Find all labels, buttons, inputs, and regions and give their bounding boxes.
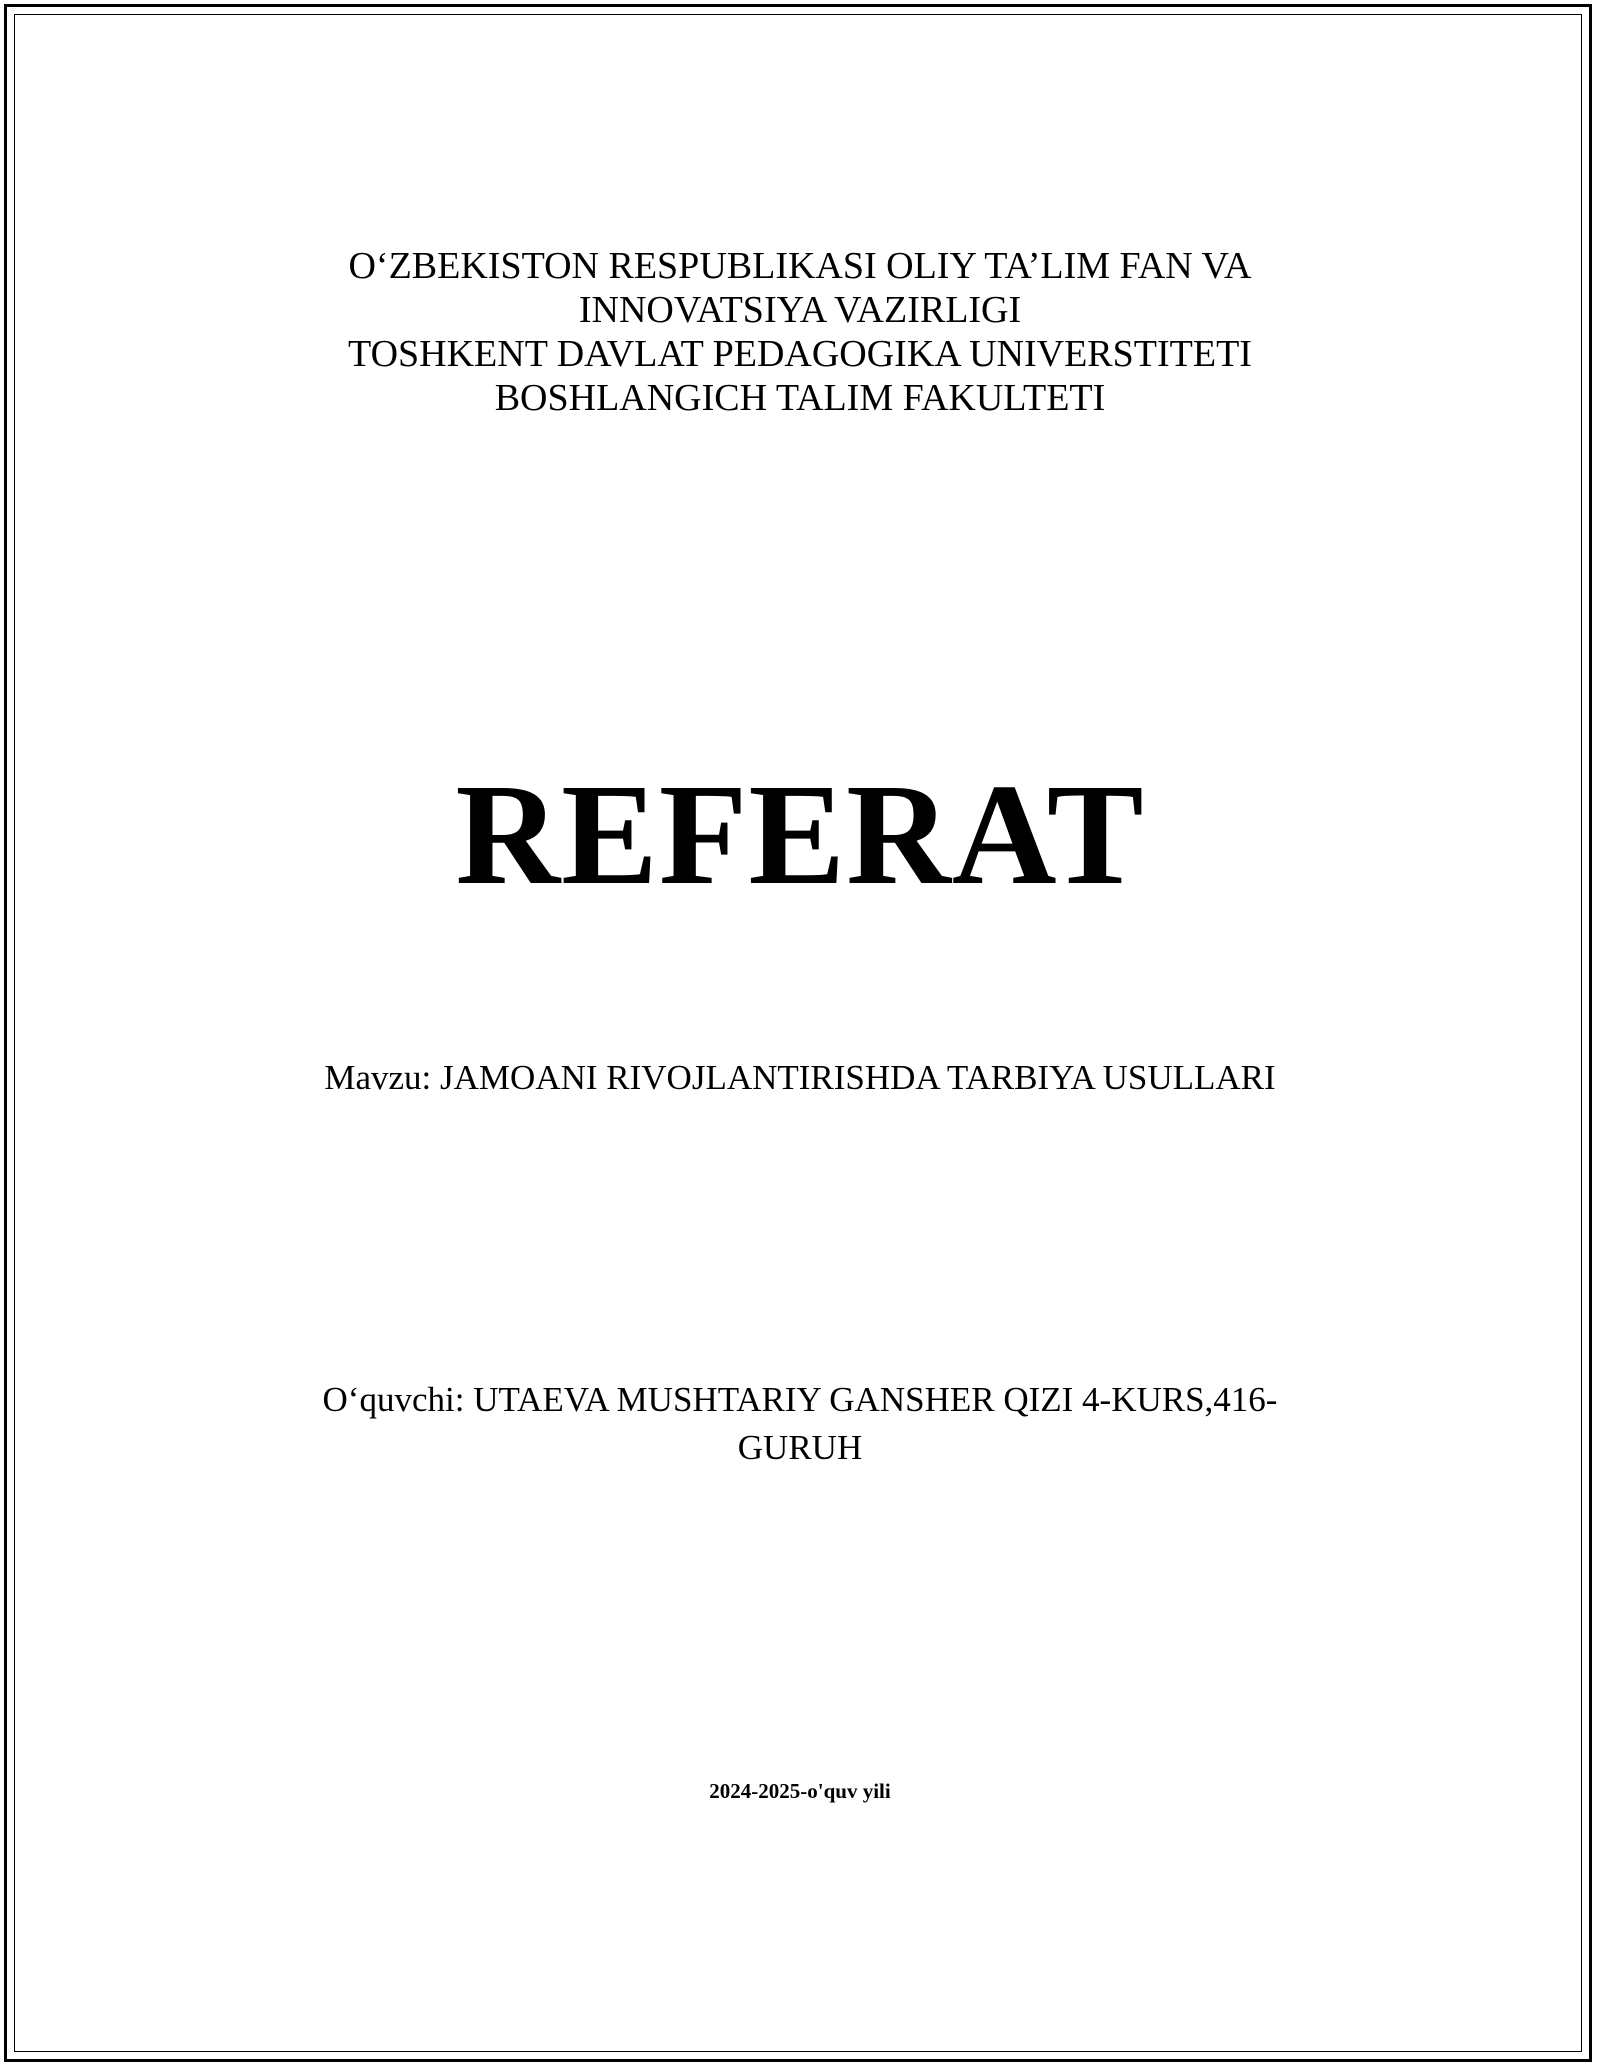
header-line-university: TOSHKENT DAVLAT PEDAGOGIKA UNIVERSTITETI (348, 333, 1252, 375)
header-line-ministry-2: INNOVATSIYA VAZIRLIGI (578, 289, 1022, 331)
document-title: REFERAT (455, 755, 1145, 915)
institution-header (240, 244, 1360, 420)
academic-year: 2024-2025-o'quv yili (709, 1779, 891, 1803)
header-line-faculty: BOSHLANGICH TALIM FAKULTETI (494, 377, 1106, 419)
header-line-ministry-1: O‘ZBEKISTON RESPUBLIKASI OLIY TA’LIM FAN VA (348, 245, 1252, 287)
topic-line: Mavzu: JAMOANI RIVOJLANTIRISHDA TARBIYA USULLARI (324, 1058, 1276, 1097)
student-line-1: O‘quvchi: UTAEVA MUSHTARIY GANSHER QIZI 4-KURS,416- (322, 1380, 1278, 1419)
student-line-2: GURUH (737, 1428, 863, 1467)
student-info (240, 1376, 1360, 1472)
